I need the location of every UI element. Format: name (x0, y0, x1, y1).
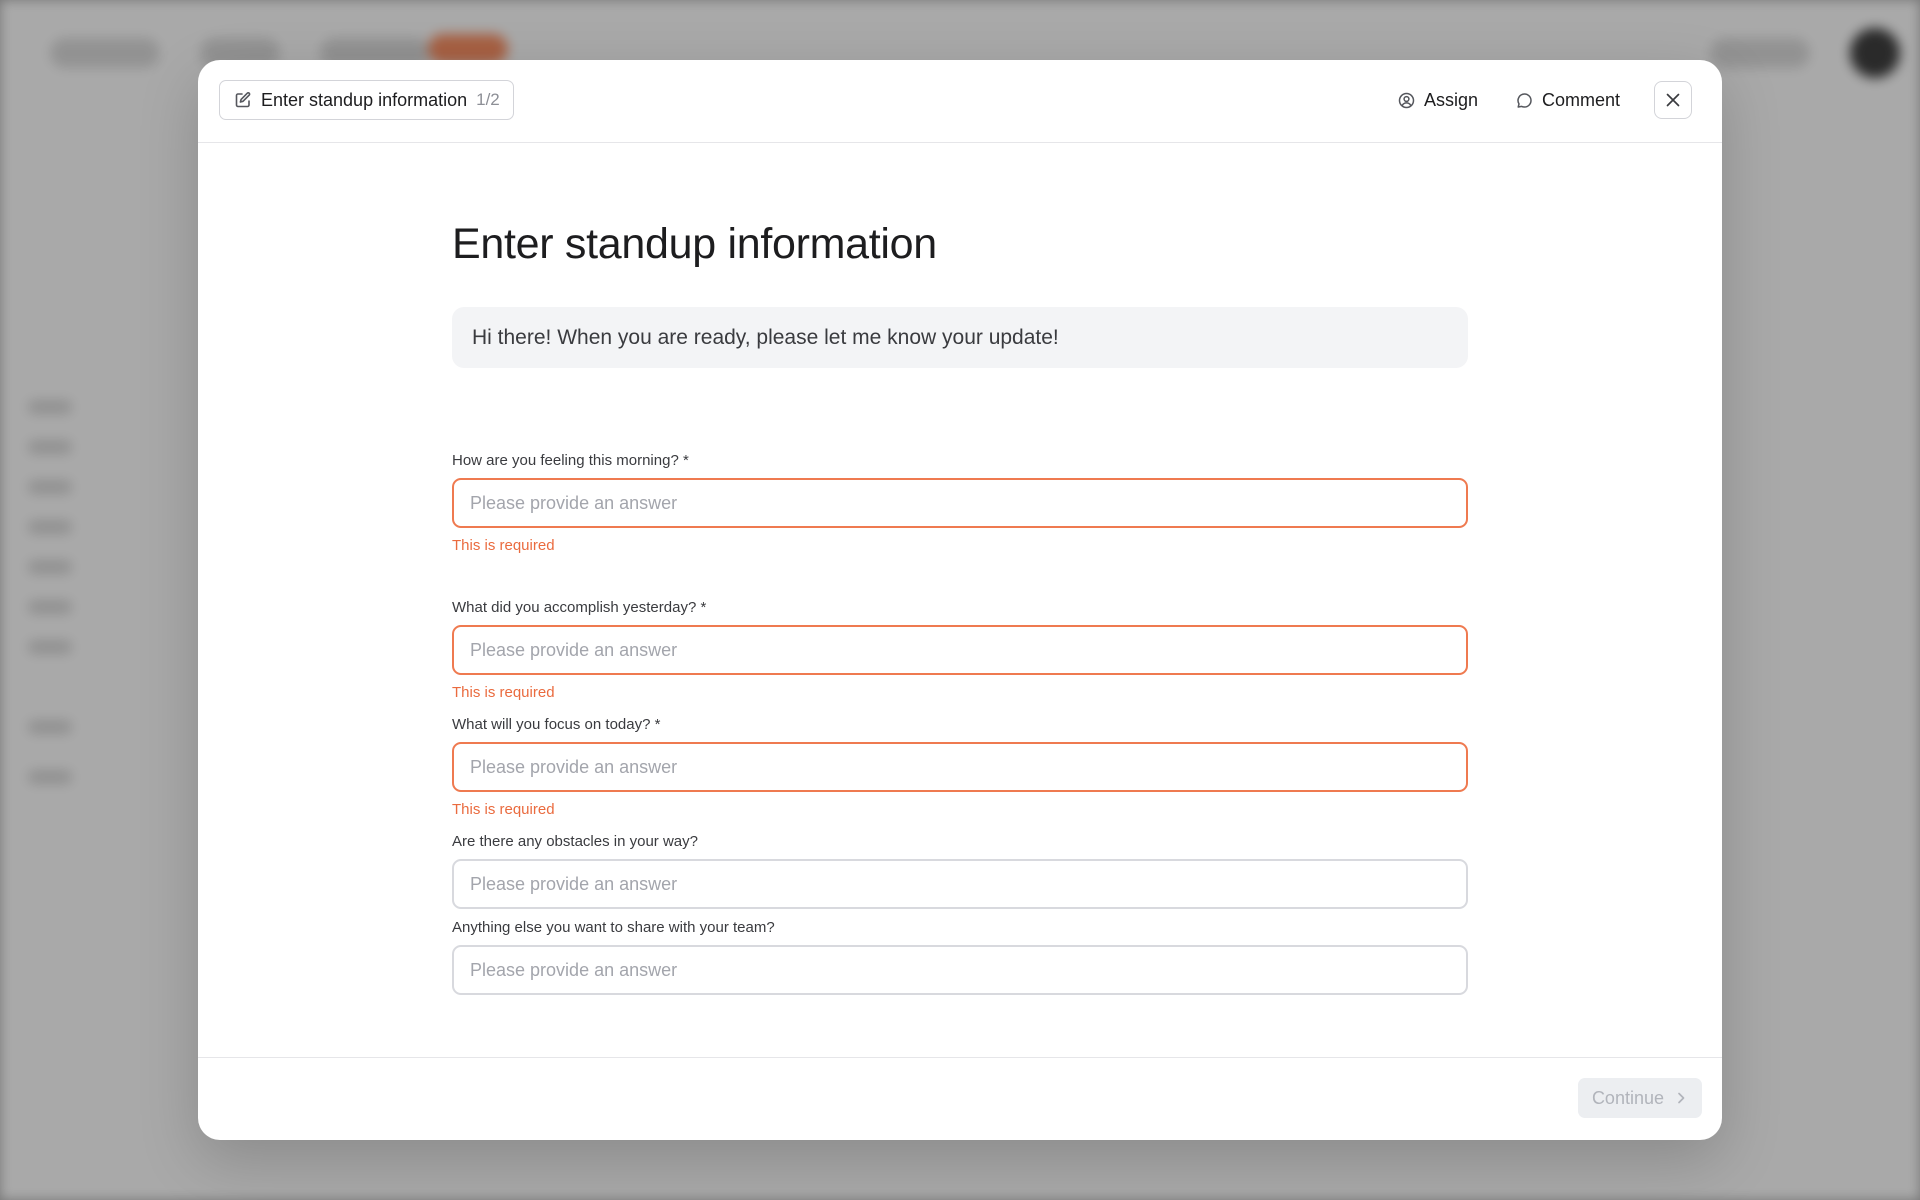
step-count: 1/2 (476, 90, 500, 109)
field-label: Are there any obstacles in your way? (452, 833, 698, 850)
chat-bubble-icon (1516, 92, 1533, 109)
continue-label: Continue (1591, 1087, 1664, 1108)
field-label: How are you feeling this morning? * (452, 452, 689, 469)
field-label: What will you focus on today? * (452, 716, 661, 733)
header-actions (1388, 80, 1692, 120)
comment-button[interactable] (1506, 80, 1630, 120)
share-input[interactable] (452, 945, 1468, 995)
modal-footer (198, 1057, 1722, 1140)
form-content (452, 220, 1468, 936)
error-message: This is required (452, 537, 555, 554)
question-feeling (452, 452, 1468, 554)
standup-modal (198, 60, 1722, 1140)
chevron-right-icon (1674, 1091, 1688, 1105)
feeling-input[interactable] (452, 478, 1468, 528)
close-button[interactable] (1654, 81, 1692, 119)
comment-label: Comment (1541, 89, 1620, 110)
page-title: Enter standup information (452, 220, 937, 268)
question-obstacles (452, 833, 1468, 909)
field-label: What did you accomplish yesterday? * (452, 599, 707, 616)
assign-button[interactable] (1388, 80, 1488, 120)
assign-label: Assign (1423, 89, 1478, 110)
intro-message: Hi there! When you are ready, please let me know your update! (452, 307, 1468, 368)
today-input[interactable] (452, 742, 1468, 792)
error-message: This is required (452, 684, 555, 701)
step-title: Enter standup information (261, 89, 468, 110)
question-today (452, 716, 1468, 818)
continue-button[interactable] (1578, 1078, 1702, 1118)
yesterday-input[interactable] (452, 625, 1468, 675)
field-label: Anything else you want to share with your team? (452, 919, 775, 936)
question-yesterday (452, 599, 1468, 701)
user-circle-icon (1398, 92, 1415, 109)
error-message: This is required (452, 801, 555, 818)
step-indicator (219, 80, 514, 120)
modal-header (198, 60, 1722, 143)
obstacles-input[interactable] (452, 859, 1468, 909)
question-share (452, 919, 1468, 995)
edit-icon (234, 91, 252, 109)
close-icon (1665, 92, 1681, 108)
